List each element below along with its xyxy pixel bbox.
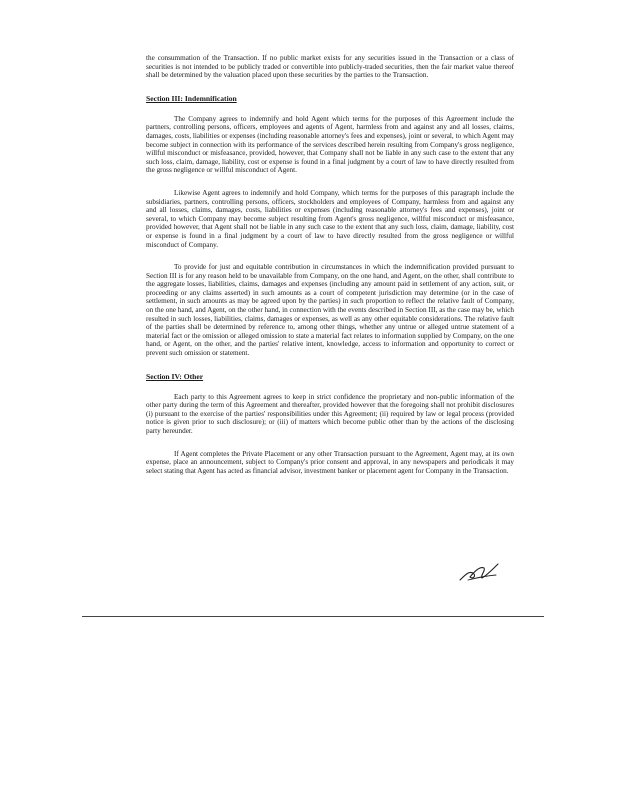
section-3-paragraph-1: The Company agrees to indemnify and hold Agent which terms for the purposes of this Agreement include the partners, controlling persons, officers, employees and agents of Agent, harmless from and against any and all losses, claims, damages, costs, liabilities or expenses (including reasonable attorney's fees and expenses), joint or several, to which Agent may become subject in connection with its performance of the services described herein resulting from Company's gross negligence, willful misconduct or misfeasance, provided, however, that Company shall not be liable in any such case to the extent that any such loss, claim, damage, liability, cost or expense is found in a final judgment by a court of law to have directly resulted from the gross negligence or willful misconduct of Agent. <box>146 114 514 175</box>
section-4-paragraph-2: If Agent completes the Private Placement or any other Transaction pursuant to the Agreement, Agent may, at its own expense, place an announcement, subject to Company's prior consent and approval, in any newspapers and periodicals it may select stating that Agent has acted as financial advisor, investment banker or placement agent for Company in the Transaction. <box>146 449 514 475</box>
section-4-heading: Section IV: Other <box>146 371 204 381</box>
intro-paragraph: the consummation of the Transaction. If no public market exists for any securities issued in the Transaction or a class of securities is not intended to be publicly traded or convertible into publicly-traded securities, then the fair market value thereof shall be determined by the valuation placed upon these securities by the parties to the Transaction. <box>146 54 514 80</box>
section-3-paragraph-2: Likewise Agent agrees to indemnify and hold Company, which terms for the purposes of this paragraph include the subsidiaries, partners, controlling persons, officers, stockholders and employees of Company, harmless from and against any and all losses, claims, damages, costs, liabilities or expenses (including reasonable attorney's fees and expenses), joint or several, to which Company may become subject resulting from Agent's gross negligence, willful misconduct or misfeasance, provided however, that Agent shall not be liable in any such case to the extent that any such loss, claim, damage, liability, cost or expense is found in a final judgment by a court of law to have directly resulted from the gross negligence or willful misconduct of Company. <box>146 188 514 249</box>
document-body <box>146 54 514 489</box>
section-3-heading: Section III: Indemnification <box>146 93 237 103</box>
section-4-paragraph-1: Each party to this Agreement agrees to keep in strict confidence the proprietary and non-public information of the other party during the term of this Agreement and thereafter, provided however that the foregoing shall not prohibit disclosures (i) pursuant to the exercise of the parties' responsibilities under this Agreement; (ii) required by law or legal process (provided notice is given prior to such disclosure); or (iii) of matters which become public other than by the actions of the disclosing party hereunder. <box>146 392 514 435</box>
section-3-paragraph-3: To provide for just and equitable contribution in circumstances in which the indemnification provided pursuant to Section III is for any reason held to be unavailable from Company, on the one hand, and Agent, on the other, shall contribute to the aggregate losses, liabilities, claims, damages and expenses (including any amount paid in settlement of any action, suit, or proceeding or any claims asserted) in such amounts as a court of competent jurisdiction may determine (or in the case of settlement, in such amounts as may be agreed upon by the parties) in such proportion to reflect the relative fault of Company, on the one hand, and Agent, on the other hand, in connection with the events described in Section III, as the case may be, which resulted in such losses, liabilities, claims, damages or expenses, as well as any other equitable considerations. The relative fault of the parties shall be determined by reference to, among other things, whether any untrue or alleged untrue statement of a material fact or the omission or alleged omission to state a material fact relates to information supplied by Company, on the one hand, or Agent, on the other, and the parties' relative intent, knowledge, access to information and opportunity to correct or prevent such omission or statement. <box>146 263 514 358</box>
footer-divider <box>82 616 544 617</box>
initials-signature <box>458 560 500 584</box>
